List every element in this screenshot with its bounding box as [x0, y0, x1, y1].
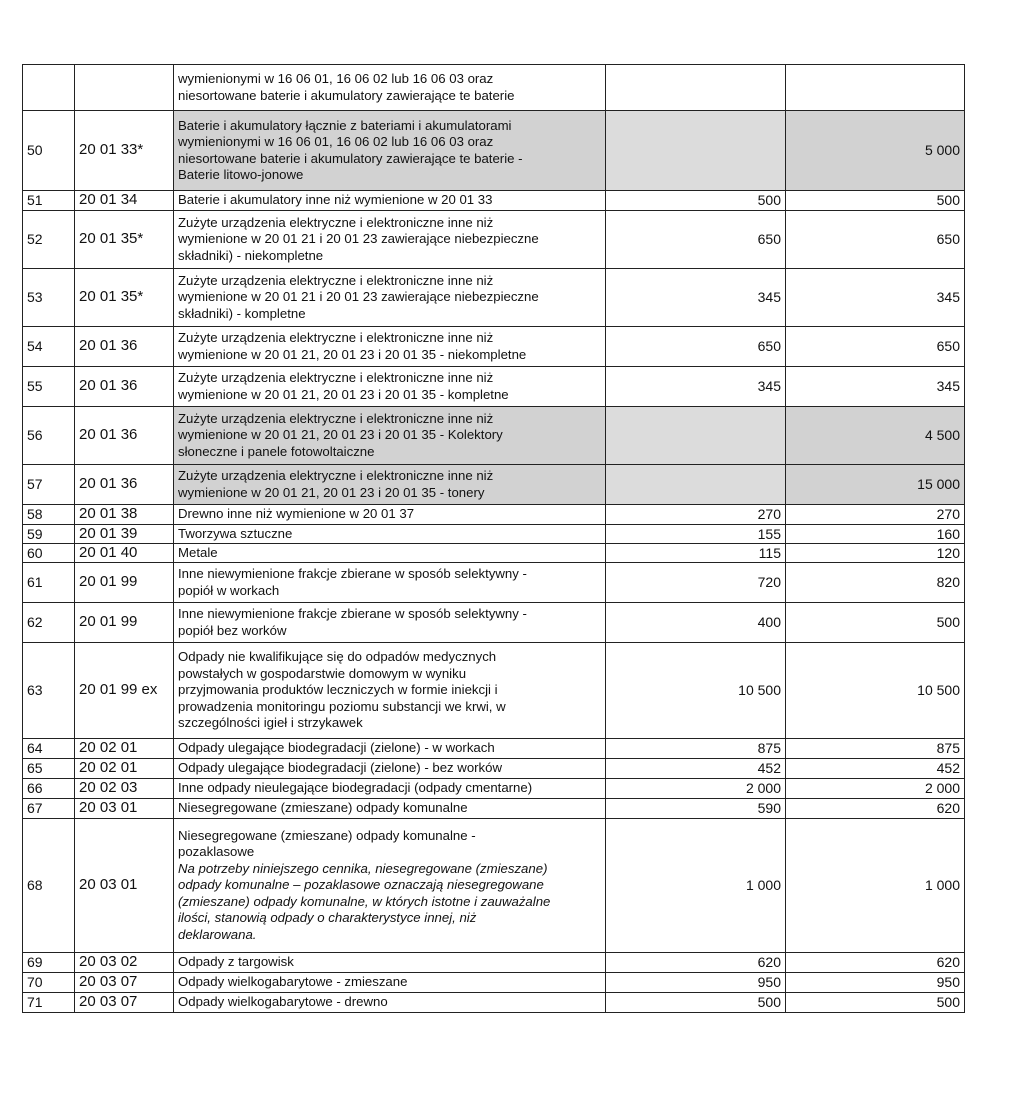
row-number: 62 — [23, 603, 75, 643]
waste-description — [174, 993, 606, 1013]
waste-description — [174, 819, 606, 953]
table-row — [23, 819, 965, 953]
description-line: Zużyte urządzenia elektryczne i elektroniczne inne niż — [178, 370, 494, 386]
price-column-2: 345 — [786, 367, 965, 407]
price-column-2: 650 — [786, 327, 965, 367]
price-column-1 — [606, 65, 786, 111]
description-line: wymienione w 20 01 21, 20 01 23 i 20 01 35 - Kolektory — [178, 427, 503, 443]
waste-description — [174, 269, 606, 327]
description-line: Inne niewymienione frakcje zbierane w sposób selektywny - — [178, 566, 527, 582]
row-number: 66 — [23, 779, 75, 799]
description-line: Niesegregowane (zmieszane) odpady komunalne — [178, 800, 468, 816]
waste-code: 20 02 01 — [75, 739, 174, 759]
description-line: wymienione w 20 01 21, 20 01 23 i 20 01 35 - niekompletne — [178, 346, 527, 362]
description-line: Odpady wielkogabarytowe - zmieszane — [178, 974, 408, 990]
row-number: 61 — [23, 563, 75, 603]
price-column-1: 650 — [606, 327, 786, 367]
price-column-2: 120 — [786, 544, 965, 563]
description-line: wymienionymi w 16 06 01, 16 06 02 lub 16 06 03 oraz — [178, 134, 494, 150]
price-column-1 — [606, 465, 786, 505]
waste-code: 20 01 36 — [75, 407, 174, 465]
waste-description — [174, 191, 606, 211]
row-number: 64 — [23, 739, 75, 759]
price-column-1: 345 — [606, 269, 786, 327]
price-column-1: 400 — [606, 603, 786, 643]
table-row — [23, 799, 965, 819]
price-column-1: 115 — [606, 544, 786, 563]
description-line: prowadzenia monitoringu poziomu substancji we krwi, w — [178, 698, 506, 714]
row-number: 51 — [23, 191, 75, 211]
waste-description — [174, 327, 606, 367]
waste-description — [174, 953, 606, 973]
description-line: wymienione w 20 01 21 i 20 01 23 zawierające niebezpieczne — [178, 289, 539, 305]
waste-code: 20 01 36 — [75, 465, 174, 505]
table-row — [23, 367, 965, 407]
row-number: 50 — [23, 111, 75, 191]
row-number: 53 — [23, 269, 75, 327]
price-column-2: 345 — [786, 269, 965, 327]
row-number: 54 — [23, 327, 75, 367]
table-row — [23, 327, 965, 367]
price-column-1: 620 — [606, 953, 786, 973]
table-row — [23, 603, 965, 643]
price-table — [22, 64, 965, 1013]
waste-description — [174, 525, 606, 544]
row-number: 55 — [23, 367, 75, 407]
waste-code: 20 02 03 — [75, 779, 174, 799]
waste-description — [174, 505, 606, 525]
price-column-1: 590 — [606, 799, 786, 819]
waste-description — [174, 544, 606, 563]
row-number: 63 — [23, 643, 75, 739]
row-number: 70 — [23, 973, 75, 993]
waste-code: 20 01 99 — [75, 603, 174, 643]
description-note-line: (zmieszane) odpady komunalne, w których istotne i zauważalne — [178, 893, 551, 909]
price-column-1: 1 000 — [606, 819, 786, 953]
price-column-2: 650 — [786, 211, 965, 269]
table-row — [23, 544, 965, 563]
table-row — [23, 465, 965, 505]
waste-description — [174, 563, 606, 603]
description-line: Drewno inne niż wymienione w 20 01 37 — [178, 506, 415, 522]
description-line: popiół bez worków — [178, 622, 287, 638]
waste-code: 20 01 35* — [75, 269, 174, 327]
price-column-1: 650 — [606, 211, 786, 269]
waste-description — [174, 739, 606, 759]
price-column-2: 270 — [786, 505, 965, 525]
waste-code: 20 01 38 — [75, 505, 174, 525]
row-number: 65 — [23, 759, 75, 779]
waste-description — [174, 465, 606, 505]
description-line: szczególności igieł i strzykawek — [178, 715, 363, 731]
row-number — [23, 65, 75, 111]
table-row — [23, 525, 965, 544]
table-row — [23, 643, 965, 739]
description-line: Niesegregowane (zmieszane) odpady komunalne - — [178, 828, 476, 844]
price-column-1: 452 — [606, 759, 786, 779]
table-row — [23, 779, 965, 799]
description-line: Inne odpady nieulegające biodegradacji (odpady cmentarne) — [178, 780, 533, 796]
table-row — [23, 993, 965, 1013]
waste-code: 20 01 33* — [75, 111, 174, 191]
row-number: 58 — [23, 505, 75, 525]
description-line: Tworzywa sztuczne — [178, 525, 293, 541]
description-line: pozaklasowe — [178, 844, 255, 860]
row-number: 71 — [23, 993, 75, 1013]
description-note-line: ilości, stanowią odpady o charakterystyce innej, niż — [178, 910, 477, 926]
waste-description — [174, 603, 606, 643]
price-table-body — [23, 65, 965, 1013]
price-column-2 — [786, 65, 965, 111]
row-number: 57 — [23, 465, 75, 505]
waste-code: 20 03 01 — [75, 819, 174, 953]
description-line: przyjmowania produktów leczniczych w formie iniekcji i — [178, 682, 498, 698]
price-column-1: 345 — [606, 367, 786, 407]
waste-code: 20 02 01 — [75, 759, 174, 779]
waste-code: 20 01 99 — [75, 563, 174, 603]
description-line: wymienione w 20 01 21, 20 01 23 i 20 01 35 - tonery — [178, 484, 485, 500]
price-column-1: 500 — [606, 993, 786, 1013]
waste-description — [174, 367, 606, 407]
price-column-2: 5 000 — [786, 111, 965, 191]
table-row — [23, 505, 965, 525]
waste-code: 20 01 99 ex — [75, 643, 174, 739]
description-line: Odpady ulegające biodegradacji (zielone) - bez worków — [178, 760, 503, 776]
description-line: niesortowane baterie i akumulatory zawierające te baterie — [178, 87, 515, 103]
description-line: Odpady nie kwalifikujące się do odpadów medycznych — [178, 649, 497, 665]
description-line: wymienionymi w 16 06 01, 16 06 02 lub 16 06 03 oraz — [178, 71, 494, 87]
description-line: Zużyte urządzenia elektryczne i elektroniczne inne niż — [178, 330, 494, 346]
table-row — [23, 953, 965, 973]
waste-description — [174, 799, 606, 819]
row-number: 69 — [23, 953, 75, 973]
waste-code: 20 01 36 — [75, 327, 174, 367]
row-number: 59 — [23, 525, 75, 544]
price-column-1: 270 — [606, 505, 786, 525]
price-column-2: 620 — [786, 953, 965, 973]
price-column-2: 950 — [786, 973, 965, 993]
description-line: Baterie i akumulatory łącznie z bateriami i akumulatorami — [178, 117, 512, 133]
table-row — [23, 191, 965, 211]
table-row — [23, 65, 965, 111]
table-row — [23, 269, 965, 327]
row-number: 68 — [23, 819, 75, 953]
description-line: składniki) - niekompletne — [178, 247, 324, 263]
description-line: Odpady ulegające biodegradacji (zielone) - w workach — [178, 740, 495, 756]
row-number: 60 — [23, 544, 75, 563]
waste-description — [174, 211, 606, 269]
row-number: 67 — [23, 799, 75, 819]
description-line: wymienione w 20 01 21, 20 01 23 i 20 01 35 - kompletne — [178, 386, 509, 402]
description-line: powstałych w gospodarstwie domowym w wyniku — [178, 665, 467, 681]
description-line: Zużyte urządzenia elektryczne i elektroniczne inne niż — [178, 410, 494, 426]
row-number: 52 — [23, 211, 75, 269]
waste-description — [174, 65, 606, 111]
waste-code: 20 01 34 — [75, 191, 174, 211]
description-line: Zużyte urządzenia elektryczne i elektroniczne inne niż — [178, 214, 494, 230]
price-column-2: 500 — [786, 191, 965, 211]
table-row — [23, 407, 965, 465]
waste-code: 20 01 35* — [75, 211, 174, 269]
description-line: Zużyte urządzenia elektryczne i elektroniczne inne niż — [178, 272, 494, 288]
price-column-2: 2 000 — [786, 779, 965, 799]
price-column-2: 452 — [786, 759, 965, 779]
price-column-2: 1 000 — [786, 819, 965, 953]
table-row — [23, 973, 965, 993]
description-line: popiół w workach — [178, 582, 280, 598]
waste-description — [174, 407, 606, 465]
description-line: składniki) - kompletne — [178, 305, 306, 321]
price-column-1 — [606, 407, 786, 465]
table-row — [23, 739, 965, 759]
description-line: Baterie i akumulatory inne niż wymienione w 20 01 33 — [178, 192, 493, 208]
table-row — [23, 759, 965, 779]
description-line: Baterie litowo-jonowe — [178, 166, 304, 182]
waste-description — [174, 973, 606, 993]
waste-code: 20 03 07 — [75, 993, 174, 1013]
price-column-2: 620 — [786, 799, 965, 819]
price-column-1: 155 — [606, 525, 786, 544]
description-line: niesortowane baterie i akumulatory zawierające te baterie - — [178, 150, 523, 166]
price-column-2: 500 — [786, 603, 965, 643]
price-column-1: 2 000 — [606, 779, 786, 799]
description-line: wymienione w 20 01 21 i 20 01 23 zawierające niebezpieczne — [178, 231, 539, 247]
table-row — [23, 211, 965, 269]
price-column-2: 4 500 — [786, 407, 965, 465]
description-line: Inne niewymienione frakcje zbierane w sposób selektywny - — [178, 606, 527, 622]
description-note-line: odpady komunalne – pozaklasowe oznaczają niesegregowane — [178, 877, 544, 893]
description-line: słoneczne i panele fotowoltaiczne — [178, 443, 375, 459]
waste-description — [174, 643, 606, 739]
price-column-2: 15 000 — [786, 465, 965, 505]
description-line: Metale — [178, 544, 218, 560]
waste-code: 20 03 07 — [75, 973, 174, 993]
price-column-2: 10 500 — [786, 643, 965, 739]
table-row — [23, 563, 965, 603]
description-line: Odpady wielkogabarytowe - drewno — [178, 994, 388, 1010]
waste-description — [174, 759, 606, 779]
price-column-1: 875 — [606, 739, 786, 759]
description-line: Zużyte urządzenia elektryczne i elektroniczne inne niż — [178, 468, 494, 484]
price-column-2: 875 — [786, 739, 965, 759]
description-note-line: Na potrzeby niniejszego cennika, niesegregowane (zmieszane) — [178, 860, 548, 876]
waste-code — [75, 65, 174, 111]
price-column-1: 10 500 — [606, 643, 786, 739]
price-column-1: 950 — [606, 973, 786, 993]
description-note-line: deklarowana. — [178, 926, 257, 942]
waste-description — [174, 779, 606, 799]
price-column-1 — [606, 111, 786, 191]
waste-code: 20 01 39 — [75, 525, 174, 544]
waste-code: 20 01 36 — [75, 367, 174, 407]
description-line: Odpady z targowisk — [178, 954, 294, 970]
waste-code: 20 03 02 — [75, 953, 174, 973]
price-column-1: 720 — [606, 563, 786, 603]
table-row — [23, 111, 965, 191]
price-column-2: 160 — [786, 525, 965, 544]
price-column-1: 500 — [606, 191, 786, 211]
row-number: 56 — [23, 407, 75, 465]
waste-description — [174, 111, 606, 191]
waste-code: 20 01 40 — [75, 544, 174, 563]
price-column-2: 500 — [786, 993, 965, 1013]
waste-code: 20 03 01 — [75, 799, 174, 819]
price-column-2: 820 — [786, 563, 965, 603]
